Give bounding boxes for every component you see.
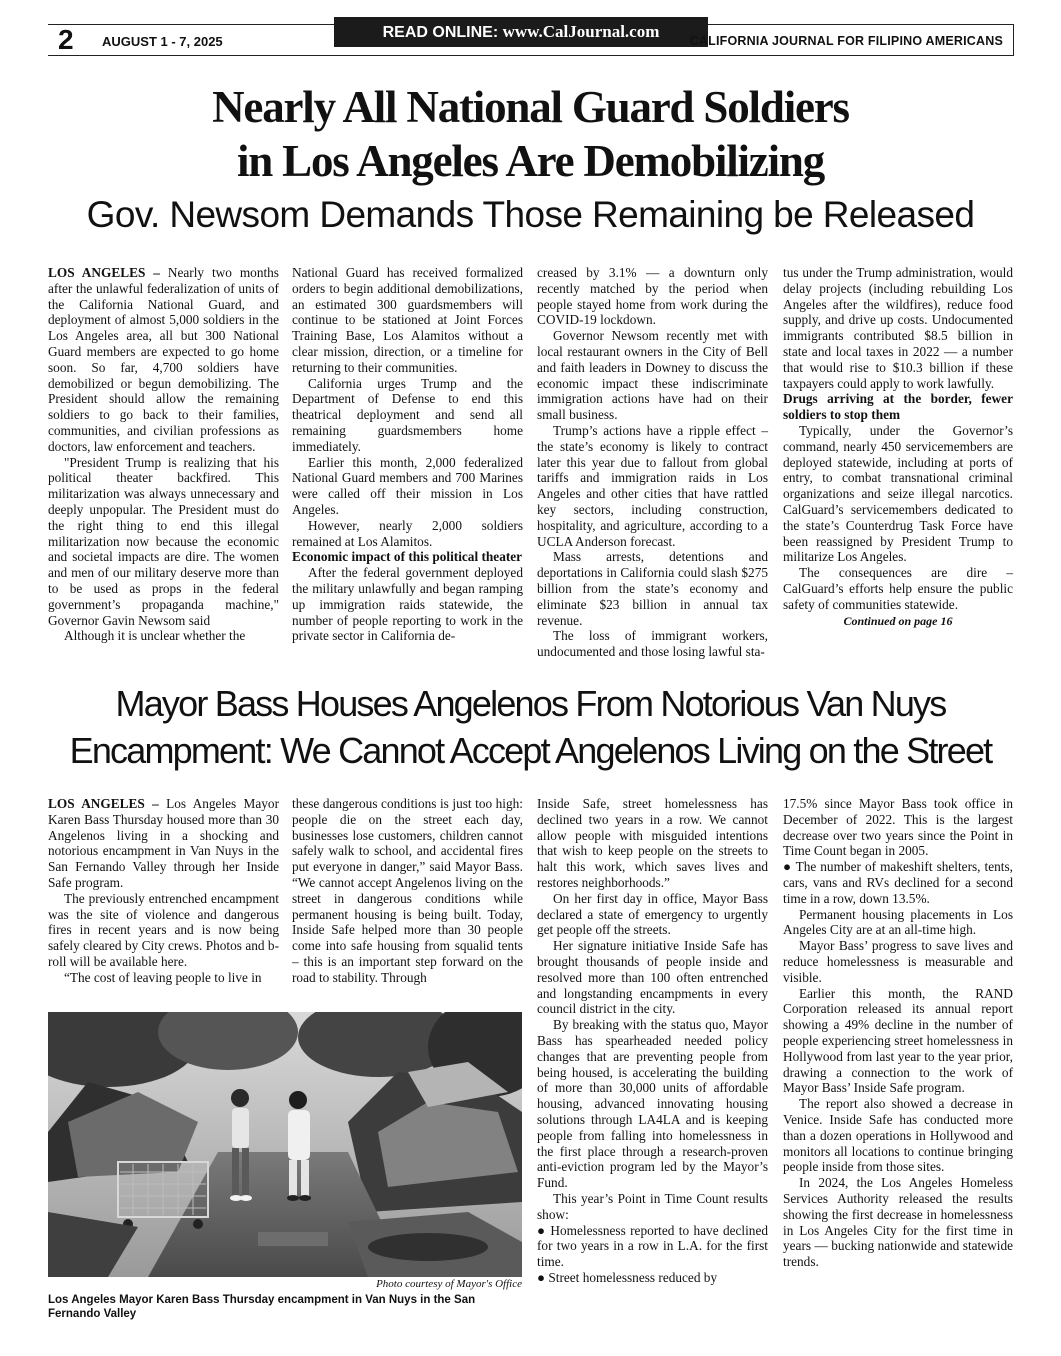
article2-headline-line1: Mayor Bass Houses Angelenos From Notorious Van Nuys bbox=[115, 683, 946, 724]
article1-paragraph: creased by 3.1% — a downturn only recently matched by the period when people stayed home from work during the COVID-19 lockdown. bbox=[537, 265, 768, 328]
article2-paragraph: The previously entrenched encampment was the site of violence and dangerous fires in recent years and is now being safely cleared by City crews. Photos and b-roll will be available here. bbox=[48, 890, 279, 969]
article1-paragraph: The loss of immigrant workers, undocumented and those losing lawful sta- bbox=[537, 628, 768, 660]
article1-paragraph: California urges Trump and the Department of Defense to end this theatrical deployment and send all remaining guardsmembers home immediately. bbox=[292, 375, 523, 454]
article2-paragraph: By breaking with the status quo, Mayor Bass has spearheaded needed policy changes that are preventing people from being housed, is accelerating the building of more than 30,000 units of affordable housing, advanced innovating housing solutions through LA4LA and is keeping people from falling into homelessness in the first place through a research-proven anti-eviction program led by the Mayor’s Fund. bbox=[537, 1017, 768, 1191]
article2-paragraph: In 2024, the Los Angeles Homeless Services Authority released the results showing the first decrease in homelessness in Los Angeles City for the first time in years — bucking nationwide and statewide trends. bbox=[783, 1175, 1013, 1270]
article2-paragraph: LOS ANGELES – Los Angeles Mayor Karen Bass Thursday housed more than 30 Angelenos living in a shocking and notorious encampment in Van Nuys in the San Fernando Valley through her Inside Safe program. bbox=[48, 796, 279, 890]
read-online-label: READ ONLINE: bbox=[382, 24, 499, 41]
article2-paragraph: Her signature initiative Inside Safe has brought thousands of people inside and resolved more than 100 often entrenched and longstanding encampments in every council district in the city. bbox=[537, 938, 768, 1017]
article1-headline-line2: in Los Angeles Are Demobilizing bbox=[237, 136, 824, 186]
publication-name: CALIFORNIA JOURNAL FOR FILIPINO AMERICANS bbox=[689, 34, 1003, 48]
photo-caption: Los Angeles Mayor Karen Bass Thursday encampment in Van Nuys in the San Fernando Valley bbox=[48, 1294, 476, 1320]
article2-paragraph: Earlier this month, the RAND Corporation released its annual report showing a 49% decline in the number of people experiencing street homelessness in Hollywood from last year to the year prior, drawing a connection to the work of Mayor Bass’ Inside Safe program. bbox=[783, 985, 1013, 1096]
article1-paragraph: Earlier this month, 2,000 federalized National Guard members and 700 Marines were called off their mission in Los Angeles. bbox=[292, 454, 523, 517]
article1-paragraph: Governor Newsom recently met with local restaurant owners in the City of Bell and faith leaders in Downey to discuss the economic impact these indiscriminate immigration actions have had on their small business. bbox=[537, 328, 768, 423]
article1-column-2 bbox=[292, 265, 523, 644]
article1-paragraph: "President Trump is realizing that his political theater backfired. This militarization was always unnecessary and deeply unpopular. The President must do the right thing to end this illegal militarization now because the economic and societal impacts are dire. The women and men of our military deserve more than to be used as props in the federal government’s propaganda machine," Governor Gavin Newsom said bbox=[48, 454, 279, 628]
article1-paragraph: Mass arrests, detentions and deportations in California could slash $275 billion from the state’s economy and eliminate $23 billion in annual tax revenue. bbox=[537, 549, 768, 628]
article1-paragraph: tus under the Trump administration, would delay projects (including rebuilding Los Angeles after the wildfires), reduce food supply, and drive up costs. Undocumented immigrants contributed $8.5 billion in state and local taxes in 2022 — a number that would rise to $10.3 billion if these taxpayers could apply to work lawfully. bbox=[783, 265, 1013, 391]
article1-headline-line1: Nearly All National Guard Soldiers bbox=[212, 82, 849, 132]
issue-date: AUGUST 1 - 7, 2025 bbox=[102, 34, 223, 49]
article2-paragraph: Mayor Bass’ progress to save lives and reduce homelessness is measurable and visible. bbox=[783, 938, 1013, 985]
article1-paragraph: Trump’s actions have a ripple effect – the state’s economy is likely to contract later this year due to fallout from global tariffs and immigration raids in Los Angeles and other cities that have rattled key sectors, including construction, hospitality, and agriculture, according to a UCLA Anderson forecast. bbox=[537, 422, 768, 549]
article1-paragraph: The consequences are dire – CalGuard’s efforts help ensure the public safety of communities statewide. bbox=[783, 565, 1013, 612]
article1-paragraph: National Guard has received formalized orders to begin additional demobilizations, an estimated 300 guardsmembers will continue to be stationed at Joint Forces Training Base, Los Alamitos without a clear mission, direction, or a timeline for returning to their communities. bbox=[292, 265, 523, 375]
article2-dateline: LOS ANGELES – bbox=[48, 796, 159, 811]
article2-paragraph: This year’s Point in Time Count results show: bbox=[537, 1190, 768, 1222]
article1-paragraph: After the federal government deployed the military unlawfully and began ramping up immigration raids statewide, the number of people reporting to work in the private sector in California de- bbox=[292, 565, 523, 644]
article2-bullet: ● The number of makeshift shelters, tents, cars, vans and RVs declined for a second time in a row, down 13.5%. bbox=[783, 859, 1013, 906]
photo-credit: Photo courtesy of Mayor's Office bbox=[376, 1278, 522, 1290]
masthead bbox=[48, 24, 1014, 56]
article1-paragraph: Although it is unclear whether the bbox=[64, 628, 246, 644]
encampment-photo bbox=[48, 1012, 522, 1277]
article1-paragraph: Typically, under the Governor’s command, nearly 450 servicemembers are deployed statewide, including at ports of entry, to combat transnational criminal organizations and seize illegal narcotics. CalGuard’s servicemembers dedicated to the state’s Counterdrug Task Force have been reassigned by President Trump to militarize Los Angeles. bbox=[783, 422, 1013, 565]
article2-paragraph: On her first day in office, Mayor Bass declared a state of emergency to urgently get people off the streets. bbox=[537, 890, 768, 938]
article1-paragraph: However, nearly 2,000 soldiers remained at Los Alamitos. bbox=[292, 517, 523, 549]
article2-paragraph: Permanent housing placements in Los Angeles City are at an all-time high. bbox=[783, 906, 1013, 938]
article1-column-4 bbox=[783, 265, 1013, 629]
article1-dateline: LOS ANGELES – bbox=[48, 265, 160, 280]
article1-section-heading: Economic impact of this political theater bbox=[292, 549, 523, 565]
article2-column-1 bbox=[48, 796, 279, 986]
article1-subhead: Gov. Newsom Demands Those Remaining be Released bbox=[86, 194, 975, 235]
article1-column-1 bbox=[48, 265, 279, 644]
article2-headline-line2: Encampment: We Cannot Accept Angelenos Living on the Street bbox=[69, 730, 992, 771]
article2-paragraph: “The cost of leaving people to live in bbox=[64, 969, 262, 985]
article2-bullet: ● Street homelessness reduced by bbox=[537, 1269, 718, 1285]
article1-paragraph: LOS ANGELES – Nearly two months after the unlawful federalization of units of the California National Guard, and deployment of almost 5,000 soldiers in the Los Angeles area, all but 300 National Guard members are expected to go home soon. So far, 4,700 soldiers have demobilized or begun demobilizing. The President should allow the remaining soldiers to go back to their families, communities, and civilian professions as doctors, law enforcement and teachers. bbox=[48, 265, 279, 454]
website-link[interactable]: www.CalJournal.com bbox=[502, 22, 660, 41]
read-online-banner bbox=[334, 17, 708, 47]
article2-column-2 bbox=[292, 796, 523, 986]
article2-paragraph: Inside Safe, street homelessness has declined two years in a row. We cannot allow people with misguided intentions that wish to keep people on the streets to halt this work, which saves lives and restores neighborhoods.” bbox=[537, 796, 768, 890]
page-number: 2 bbox=[58, 24, 74, 55]
article2-paragraph: these dangerous conditions is just too high: people die on the street each day, businesses lose customers, children cannot safely walk to school, and accidental fires put everyone in danger,” said Mayor Bass. “We cannot accept Angelenos living on the street in dangerous conditions while permanent housing is being built. Today, Inside Safe helped more than 30 people come into safe housing from squalid tents – this is an important step forward on the road to stability. Through bbox=[292, 796, 523, 985]
article2-column-3 bbox=[537, 796, 768, 1286]
article2-bullet: ● Homelessness reported to have declined for two years in a row in L.A. for the first time. bbox=[537, 1222, 768, 1270]
article2-paragraph: The report also showed a decrease in Venice. Inside Safe has conducted more than a dozen operations in Hollywood and monitors all locations to continue bringing people inside from those sites. bbox=[783, 1096, 1013, 1175]
article2-column-4 bbox=[783, 796, 1013, 1270]
article2-paragraph: 17.5% since Mayor Bass took office in December of 2022. This is the largest decrease over two years since the Point in Time Count began in 2005. bbox=[783, 796, 1013, 859]
article1-section-heading: Drugs arriving at the border, fewer soldiers to stop them bbox=[783, 391, 1013, 423]
article1-column-3 bbox=[537, 265, 768, 660]
continued-link[interactable]: Continued on page 16 bbox=[843, 613, 953, 628]
